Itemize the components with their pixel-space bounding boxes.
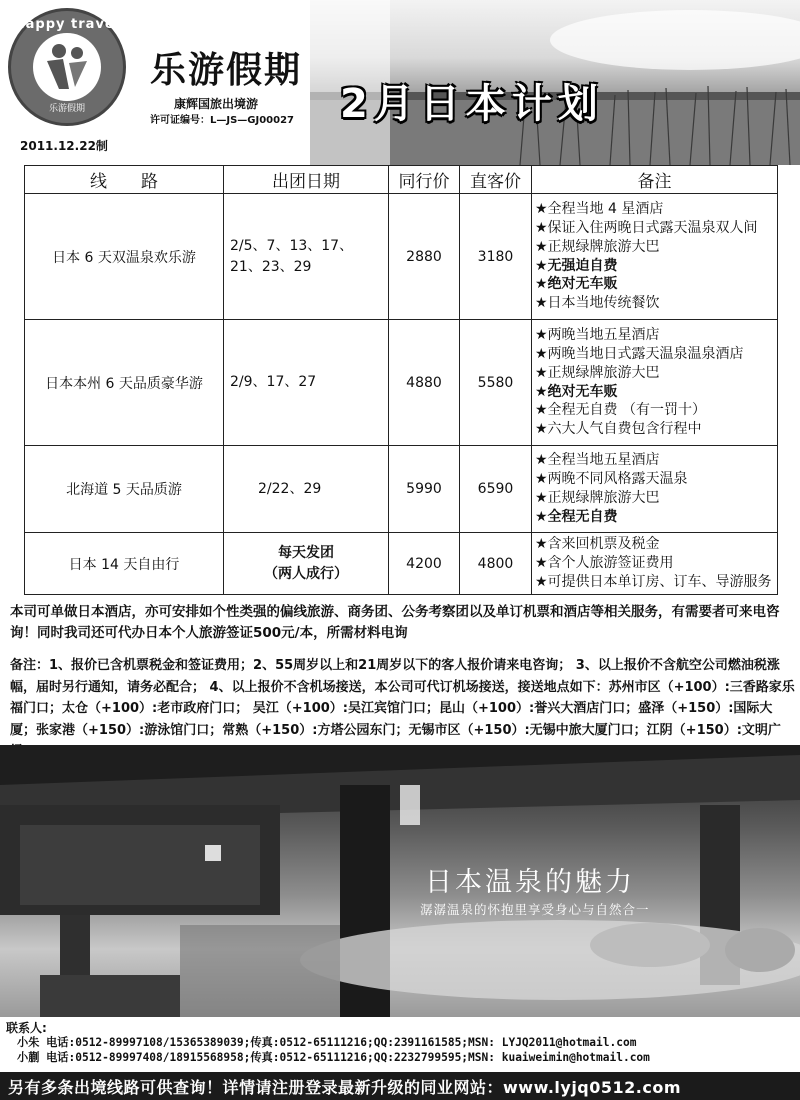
contact-row: 小朱 电话:0512-89997108/15365389039;传真:0512-65111216;QQ:2391161585;MSN: LYJQ2011@hotmail.com: [17, 1036, 637, 1049]
logo-top-text: Happy travel: [13, 17, 121, 32]
route-name: 日本本州 6 天品质豪华游: [25, 320, 224, 446]
notes-cell: [532, 533, 778, 595]
note-item: ★绝对无车贩: [535, 383, 618, 400]
retail-price: 4800: [460, 533, 532, 595]
note-item: ★全程无自费 （有一罚十）: [535, 402, 707, 419]
header-peer-price: 同行价: [389, 166, 460, 194]
note-item: ★两晚不同风格露天温泉: [535, 471, 688, 488]
header-retail-price: 直客价: [460, 166, 532, 194]
peer-price: 5990: [389, 446, 460, 533]
note-item: ★全程当地 4 星酒店: [535, 201, 664, 218]
table-header-row: [25, 166, 778, 194]
header-notes: 备注: [532, 166, 778, 194]
notes-cell: [532, 320, 778, 446]
note-item: ★含来回机票及税金: [535, 536, 660, 553]
note-item: ★绝对无车贩: [535, 276, 618, 293]
table-row: [25, 533, 778, 595]
note-item: ★保证入住两晚日式露天温泉双人间: [535, 219, 758, 236]
note-item: ★可提供日本单订房、订车、导游服务: [535, 573, 772, 590]
note-item: ★无强迫自费: [535, 257, 618, 274]
route-name: 日本 14 天自由行: [25, 533, 224, 595]
header-dates: 出团日期: [224, 166, 389, 194]
departure-dates: 2/22、29: [224, 446, 389, 533]
note-item: ★全程无自费: [535, 508, 618, 525]
photo-subtitle: 潺潺温泉的怀抱里享受身心与自然合一: [420, 902, 650, 917]
photo-title: 日本温泉的魅力: [425, 867, 635, 898]
note-item: ★正规绿牌旅游大巴: [535, 238, 660, 255]
note-item: ★含个人旅游签证费用: [535, 555, 674, 572]
footer-text: 另有多条出境线路可供查询！详情请注册登录最新升级的同业网站：www.lyjq0512.com: [8, 1078, 682, 1097]
note-item: ★两晚当地五星酒店: [535, 327, 660, 344]
retail-price: 5580: [460, 320, 532, 446]
happy-travel-logo: [8, 8, 126, 126]
contacts-label: 联系人:: [6, 1021, 47, 1035]
route-name: 北海道 5 天品质游: [25, 446, 224, 533]
contact-row: 小蒯 电话:0512-89997408/18915568958;传真:0512-65111216;QQ:2232799595;MSN: kuaiweimin@hotmail.com: [17, 1051, 650, 1064]
license-number: 许可证编号：L—JS—GJ00027: [150, 115, 295, 126]
peer-price: 4880: [389, 320, 460, 446]
notes-cell: [532, 194, 778, 320]
services-paragraph: 本司可单做日本酒店，亦可安排如个性类强的偏线旅游、商务团、公务考察团以及单订机票和酒店等相关服务，有需要者可来电咨询！同时我司还可代办日本个人旅游签证500元/本，所需材料电询: [10, 604, 780, 641]
plan-title: 2月日本计划: [340, 81, 604, 127]
note-item: ★全程当地五星酒店: [535, 452, 660, 469]
hot-spring-photo: [0, 745, 800, 1017]
retail-price: 6590: [460, 446, 532, 533]
logo-figure-icon: [33, 33, 101, 101]
remarks-paragraph: 备注：1、报价已含机票税金和签证费用；2、55周岁以上和21周岁以下的客人报价请来电咨询； 3、以上报价不含航空公司燃油税涨幅，届时另行通知，请务必配合； 4、以上报价不含机场接送，本公司可代订机场接送，接送地点如下：苏州市区（+100）:三香路家乐福门口；太仓（+100）:老市政府门口； 吴江（+100）:吴江宾馆门口；昆山（+100）:誉兴大酒店门口；盛泽（+150）:国际大厦；张家港（+150）:游泳馆门口；常熟（+150）:方塔公园东门；无锡市区（+150）:无锡中旅大厦门口；江阴（+150）:文明广: [10, 658, 795, 738]
note-item: ★正规绿牌旅游大巴: [535, 364, 660, 381]
retail-price: 3180: [460, 194, 532, 320]
header-route: 线 路: [25, 166, 224, 194]
peer-price: 4200: [389, 533, 460, 595]
note-item: ★六大人气自费包含行程中: [535, 421, 702, 438]
note-item: ★日本当地传统餐饮: [535, 295, 660, 312]
table-row: [25, 194, 778, 320]
departure-dates: 2/5、7、13、17、 21、23、29: [224, 194, 389, 320]
logo-bottom-text: 乐游假期: [48, 104, 85, 114]
departure-dates: 每天发团 （两人成行）: [224, 533, 389, 595]
note-item: ★两晚当地日式露天温泉温泉酒店: [535, 345, 744, 362]
route-price-table: [24, 165, 778, 595]
peer-price: 2880: [389, 194, 460, 320]
departure-dates: 2/9、17、27: [224, 320, 389, 446]
notes-cell: [532, 446, 778, 533]
note-item: ★正规绿牌旅游大巴: [535, 490, 660, 506]
table-row: [25, 446, 778, 533]
issue-date: 2011.12.22制: [20, 139, 108, 153]
table-row: [25, 320, 778, 446]
agency-name: 康辉国旅出境游: [174, 97, 259, 111]
route-name: 日本 6 天双温泉欢乐游: [25, 194, 224, 320]
brand-name: 乐游假期: [150, 50, 303, 91]
